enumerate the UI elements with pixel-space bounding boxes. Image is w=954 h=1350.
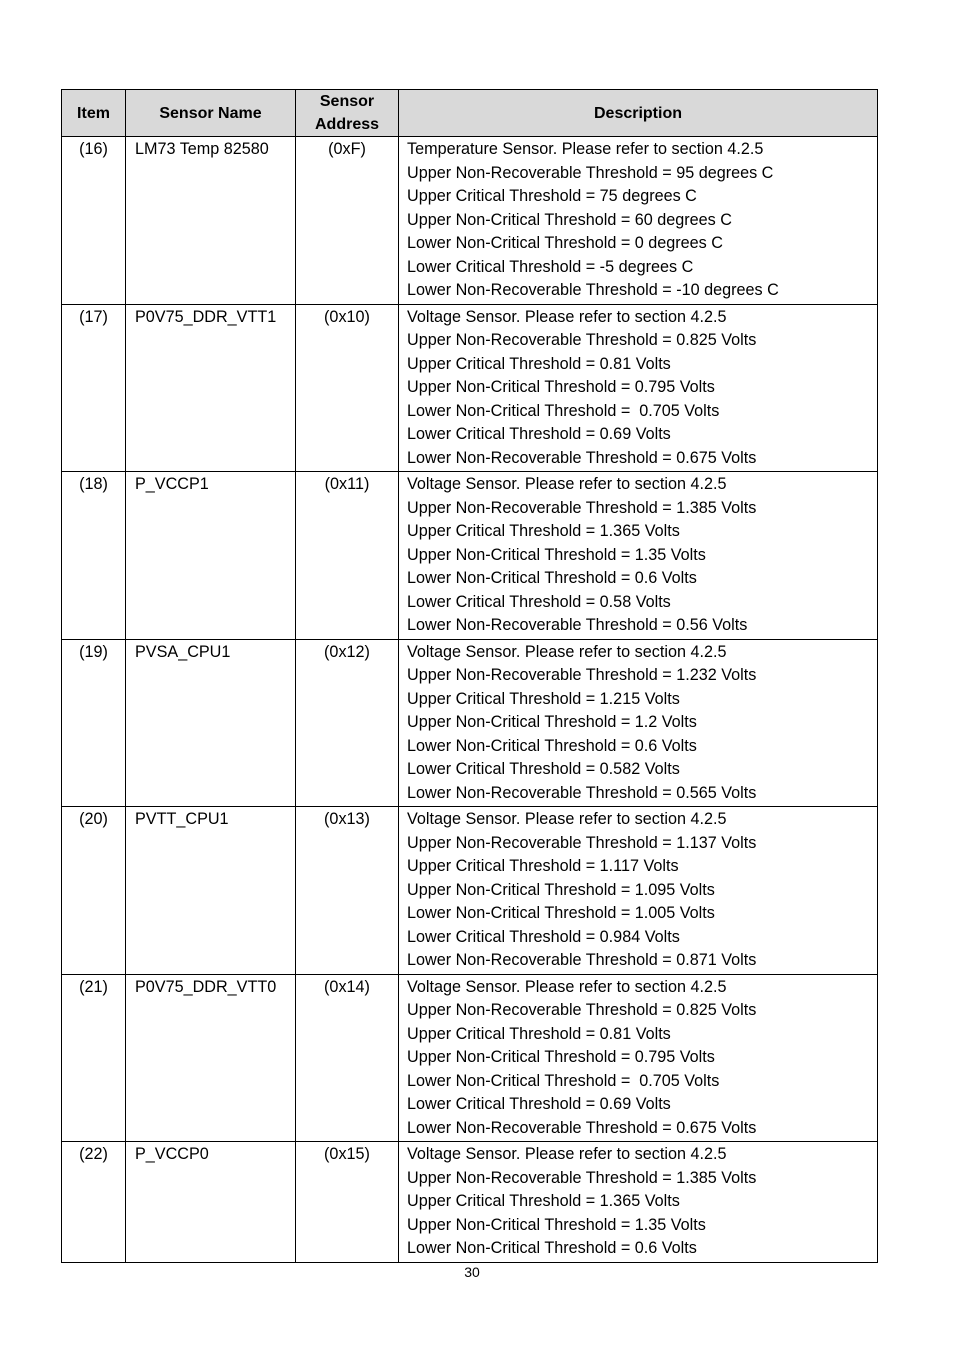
header-item: Item	[62, 90, 126, 137]
description-line: Temperature Sensor. Please refer to section 4.2.5	[407, 140, 764, 158]
description-line: Upper Non-Recoverable Threshold = 95 degrees C	[407, 163, 774, 182]
table-row	[62, 472, 878, 640]
description-line: Lower Critical Threshold = 0.582 Volts	[407, 760, 680, 778]
description-line: Upper Non-Recoverable Threshold = 0.825 Volts	[407, 1001, 757, 1019]
description-line: Lower Critical Threshold = 0.984 Volts	[407, 927, 680, 946]
table-row	[62, 304, 878, 472]
description-line: Upper Non-Critical Threshold = 1.35 Volts	[407, 1215, 706, 1234]
description-line: Lower Non-Critical Threshold = 0 degrees C	[407, 234, 723, 252]
description-line: Upper Critical Threshold = 1.117 Volts	[407, 857, 679, 875]
description-line: Lower Non-Critical Threshold = 0.705 Volts	[407, 1071, 720, 1090]
cell-item: (17)	[62, 304, 126, 472]
description-line: Lower Non-Critical Threshold = 0.6 Volts	[407, 569, 697, 587]
description-line: Upper Non-Critical Threshold = 1.095 Volts	[407, 880, 715, 899]
description-line: Lower Non-Recoverable Threshold = 0.56 Volts	[407, 616, 748, 634]
description-line: Upper Critical Threshold = 1.365 Volts	[407, 522, 680, 540]
description-line: Voltage Sensor. Please refer to section 4.2.5	[407, 1145, 727, 1163]
description-line: Upper Non-Critical Threshold = 0.795 Volts	[407, 378, 715, 396]
description-line: Upper Non-Recoverable Threshold = 0.825 Volts	[407, 331, 757, 349]
description-line: Voltage Sensor. Please refer to section 4.2.5	[407, 642, 727, 661]
description-line: Upper Non-Critical Threshold = 1.35 Volts	[407, 545, 706, 564]
description-line: Upper Critical Threshold = 0.81 Volts	[407, 354, 671, 373]
description-line: Upper Critical Threshold = 0.81 Volts	[407, 1024, 671, 1043]
description-line: Upper Non-Critical Threshold = 1.2 Volts	[407, 713, 697, 731]
table-row	[62, 807, 878, 975]
sensor-table	[61, 89, 878, 1263]
header-row	[62, 90, 878, 137]
cell-item: (19)	[62, 639, 126, 807]
cell-item: (16)	[62, 137, 126, 305]
description-line: Lower Non-Recoverable Threshold = 0.675 Volts	[407, 1118, 757, 1137]
cell-item: (18)	[62, 472, 126, 640]
cell-sensor-address: (0xF)	[296, 137, 399, 305]
description-line: Lower Critical Threshold = 0.58 Volts	[407, 592, 671, 611]
description-line: Lower Non-Recoverable Threshold = 0.675 Volts	[407, 448, 757, 467]
cell-sensor-address: (0x15)	[296, 1142, 399, 1263]
description-line: Lower Critical Threshold = 0.69 Volts	[407, 425, 671, 443]
description-line: Lower Non-Critical Threshold = 1.005 Volts	[407, 904, 715, 922]
description-line: Lower Critical Threshold = 0.69 Volts	[407, 1095, 671, 1113]
description-line: Upper Critical Threshold = 1.365 Volts	[407, 1192, 680, 1210]
description-line: Upper Non-Critical Threshold = 0.795 Volts	[407, 1048, 715, 1066]
cell-sensor-name: P0V75_DDR_VTT0	[126, 974, 296, 1142]
description-line: Lower Critical Threshold = -5 degrees C	[407, 257, 694, 276]
table-row	[62, 639, 878, 807]
cell-sensor-name: PVSA_CPU1	[126, 639, 296, 807]
cell-sensor-name: P_VCCP0	[126, 1142, 296, 1263]
table-body	[62, 137, 878, 1263]
description-line: Upper Non-Critical Threshold = 60 degrees C	[407, 210, 732, 229]
cell-description	[399, 137, 878, 305]
description-line: Upper Non-Recoverable Threshold = 1.137 Volts	[407, 833, 757, 852]
cell-item: (22)	[62, 1142, 126, 1263]
cell-sensor-address: (0x11)	[296, 472, 399, 640]
description-line: Upper Non-Recoverable Threshold = 1.232 Volts	[407, 666, 757, 684]
description-line: Upper Non-Recoverable Threshold = 1.385 Volts	[407, 498, 757, 517]
cell-sensor-address: (0x13)	[296, 807, 399, 975]
cell-description	[399, 639, 878, 807]
description-line: Voltage Sensor. Please refer to section 4.2.5	[407, 977, 727, 996]
description-line: Lower Non-Recoverable Threshold = -10 degrees C	[407, 281, 779, 299]
description-line: Lower Non-Critical Threshold = 0.705 Volts	[407, 401, 720, 420]
description-line: Upper Critical Threshold = 1.215 Volts	[407, 689, 680, 708]
description-line: Upper Critical Threshold = 75 degrees C	[407, 187, 697, 205]
cell-sensor-name: LM73 Temp 82580	[126, 137, 296, 305]
description-line: Voltage Sensor. Please refer to section 4.2.5	[407, 810, 727, 828]
table-row	[62, 1142, 878, 1263]
header-sensor-name: Sensor Name	[126, 90, 296, 137]
cell-sensor-address: (0x14)	[296, 974, 399, 1142]
header-sensor-address-line2: Address	[314, 116, 380, 133]
cell-sensor-address: (0x12)	[296, 639, 399, 807]
cell-sensor-name: P0V75_DDR_VTT1	[126, 304, 296, 472]
header-sensor-address-line1: Sensor	[319, 93, 375, 110]
header-description: Description	[399, 90, 878, 137]
cell-sensor-name: PVTT_CPU1	[126, 807, 296, 975]
description-line: Lower Non-Recoverable Threshold = 0.565 Volts	[407, 783, 757, 802]
table-row	[62, 137, 878, 305]
cell-description	[399, 974, 878, 1142]
page-number: 30	[464, 1264, 480, 1280]
description-line: Upper Non-Recoverable Threshold = 1.385 Volts	[407, 1168, 757, 1187]
cell-description	[399, 807, 878, 975]
description-line: Voltage Sensor. Please refer to section 4.2.5	[407, 475, 727, 493]
cell-description	[399, 1142, 878, 1263]
description-line: Lower Non-Critical Threshold = 0.6 Volts	[407, 1239, 697, 1257]
description-line: Voltage Sensor. Please refer to section 4.2.5	[407, 307, 727, 326]
cell-sensor-name: P_VCCP1	[126, 472, 296, 640]
description-line: Lower Non-Recoverable Threshold = 0.871 Volts	[407, 951, 757, 969]
header-sensor-address	[296, 90, 399, 137]
cell-item: (21)	[62, 974, 126, 1142]
table-row	[62, 974, 878, 1142]
table-header	[62, 90, 878, 137]
cell-description	[399, 304, 878, 472]
cell-item: (20)	[62, 807, 126, 975]
cell-sensor-address: (0x10)	[296, 304, 399, 472]
description-line: Lower Non-Critical Threshold = 0.6 Volts	[407, 736, 697, 755]
cell-description	[399, 472, 878, 640]
